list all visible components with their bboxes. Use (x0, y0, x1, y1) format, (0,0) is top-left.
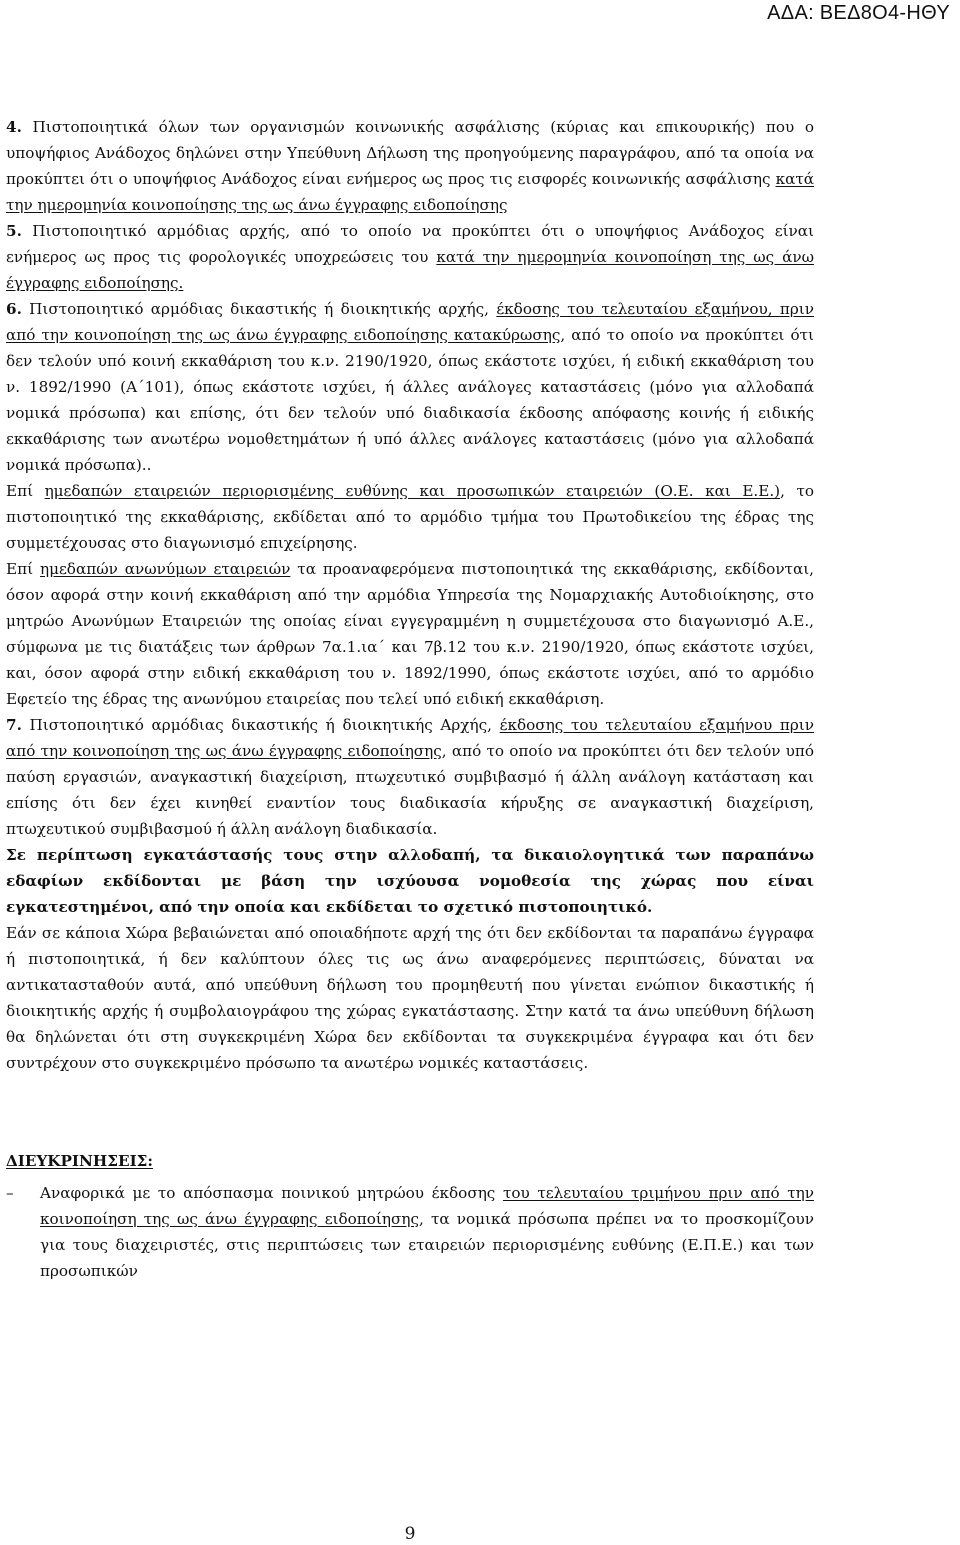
paragraph-4 (6, 114, 814, 218)
paragraph-text: Επί (6, 560, 40, 578)
section-gap (6, 1076, 814, 1148)
document-body (6, 114, 814, 1284)
paragraph-text: , από το οποίο να προκύπτει ότι δεν τελούν υπό παύση εργασιών, αναγκαστική διαχείριση, πτωχευτικό συμβιβασμό ή άλλη ανάλογη κατάσταση και επίσης ότι δεν έχει κινηθεί εναντίον τους διαδικασία κήρυξης σε αναγκαστική διαχείριση, πτωχευτικού συμβιβασμού ή άλλη ανάλογη διαδικασία. (6, 742, 815, 838)
paragraph-5 (6, 218, 814, 296)
paragraph-country: Εάν σε κάποια Χώρα βεβαιώνεται από οποιαδήποτε αρχή της ότι δεν εκδίδονται τα παραπάνω έγγραφα ή πιστοποιητικά, ή δεν καλύπτουν όλες τις ως άνω αναφερόμενες περιπτώσεις, δύναται να αντικατασταθούν αυτά, από υπεύθυνη δήλωση του προμηθευτή που γίνεται ενώπιον δικαστικής ή διοικητικής αρχής ή συμβολαιογράφου της χώρας εγκατάστασης. Στην κατά τα άνω υπεύθυνη δήλωση θα δηλώνεται ότι στη συγκεκριμένη Χώρα δεν εκδίδονται τα συγκεκριμένα έγγραφα και ότι δεν συντρέχουν στο συγκεκριμένο πρόσωπο τα ανωτέρω νομικές καταστάσεις. (6, 924, 814, 1072)
item-number: 7. (6, 716, 22, 734)
paragraph-text: , το πιστοποιητικό της εκκαθάρισης, εκδίδεται από το αρμόδιο τμήμα του Πρωτοδικείου της έδρας της συμμετέχουσας στο διαγωνισμό επιχείρησης. (6, 482, 814, 552)
underlined-text: του τελευταίου τριμήνου πριν από την κοινοποίηση της ως άνω έγγραφης ειδοποίησης (40, 1184, 814, 1228)
paragraph-ae (6, 556, 814, 712)
ada-header: ΑΔΑ: ΒΕΔ8Ο4-ΗΘΥ (767, 2, 950, 24)
underlined-text: ημεδαπών εταιρειών περιορισμένης ευθύνης και προσωπικών εταιρειών (Ο.Ε. και Ε.Ε.) (44, 482, 781, 500)
paragraph-text: , από το οποίο να προκύπτει ότι δεν τελούν υπό κοινή εκκαθάριση του κ.ν. 2190/1920, όπως εκάστοτε ισχύει, ή ειδική εκκαθάριση του ν. 1892/1990 (Α΄101), όπως εκάστοτε ισχύει, ή άλλες ανάλογες καταστάσεις (μόνο για αλλοδαπά νομικά πρόσωπα) και επίσης, ότι δεν τελούν υπό διαδικασία έκδοσης απόφασης κοινής ή ειδικής εκκαθάρισης των ανωτέρω νομοθετημάτων ή υπό άλλες ανάλογες καταστάσεις (μόνο για αλλοδαπά νομικά πρόσωπα).. (6, 326, 814, 474)
clarification-item (6, 1180, 814, 1284)
underlined-text: έκδοσης του τελευταίου εξαμήνου, πριν από την κοινοποίηση της ως άνω έγγραφης ειδοποίησης κατακύρωσης (6, 300, 814, 344)
clarification-text (40, 1180, 814, 1284)
paragraph-text: Επί (6, 482, 45, 500)
paragraph-text: , τα νομικά πρόσωπα πρέπει να το προσκομίζουν για τους διαχειριστές, στις περιπτώσεις των εταιρειών περιορισμένης ευθύνης (Ε.Π.Ε.) και των προσωπικών (40, 1210, 814, 1280)
paragraph-text: Πιστοποιητικά όλων των οργανισμών κοινωνικής ασφάλισης (κύριας και επικουρικής) που ο υποψήφιος Ανάδοχος δηλώνει στην Υπεύθυνη Δήλωση της προηγούμενης παραγράφου, από τα οποία να προκύπτει ότι ο υποψήφιος Ανάδοχος είναι ενήμερος ως προς τις εισφορές κοινωνικής ασφάλισης (6, 118, 814, 188)
paragraph-text: Πιστοποιητικό αρμόδιας δικαστικής ή διοικητικής Αρχής, (21, 716, 500, 734)
item-number: 6. (6, 300, 22, 318)
paragraph-foreign: Σε περίπτωση εγκατάστασής τους στην αλλοδαπή, τα δικαιολογητικά των παραπάνω εδαφίων εκδίδονται με βάση την ισχύουσα νομοθεσία της χώρας που είναι εγκατεστημένοι, από την οποία και εκδίδεται το σχετικό πιστοποιητικό. (6, 846, 814, 916)
underlined-text: έκδοσης του τελευταίου εξαμήνου πριν από την κοινοποίηση της ως άνω έγγραφης ειδοποίησης (6, 716, 814, 760)
paragraph-text: Πιστοποιητικό αρμόδιας δικαστικής ή διοικητικής αρχής, (21, 300, 497, 318)
paragraph-epe (6, 478, 814, 556)
paragraph-6 (6, 296, 814, 478)
item-number: 4. (6, 118, 22, 136)
underlined-text: κατά την ημερομηνία κοινοποίησης της ως άνω έγγραφης ειδοποίησης (6, 170, 814, 214)
underlined-text: ημεδαπών ανωνύμων εταιρειών (39, 560, 291, 578)
page-number: 9 (404, 1524, 416, 1544)
paragraph-text: τα προαναφερόμενα πιστοποιητικά της εκκαθάρισης, εκδίδονται, όσον αφορά στην κοινή εκκαθάριση από την αρμόδια Υπηρεσία της Νομαρχιακής Αυτοδιοίκησης, στο μητρώο Ανωνύμων Εταιρειών της οποίας είναι εγγεγραμμένη η συμμετέχουσα στο διαγωνισμό Α.Ε., σύμφωνα με τις διατάξεις των άρθρων 7α.1.ια΄ και 7β.12 του κ.ν. 2190/1920, όπως εκάστοτε ισχύει, και, όσον αφορά στην ειδική εκκαθάριση του ν. 1892/1990, όπως εκάστοτε ισχύει, από το αρμόδιο Εφετείο της έδρας της ανωνύμου εταιρείας που τελεί υπό ειδική εκκαθάριση. (6, 560, 814, 708)
paragraph-text: Πιστοποιητικό αρμόδιας αρχής, από το οποίο να προκύπτει ότι ο υποψήφιος Ανάδοχος είναι ενήμερος ως προς τις φορολογικές υποχρεώσεις του (6, 222, 814, 266)
dash-bullet: – (6, 1184, 14, 1202)
paragraph-text: Αναφορικά με το απόσπασμα ποινικού μητρώου έκδοσης (40, 1184, 503, 1202)
underlined-text: κατά την ημερομηνία κοινοποίηση της ως άνω έγγραφης ειδοποίησης. (6, 248, 814, 292)
paragraph-7 (6, 712, 814, 842)
item-number: 5. (6, 222, 22, 240)
clarifications-heading: ΔΙΕΥΚΡΙΝΗΣΕΙΣ: (6, 1152, 154, 1170)
